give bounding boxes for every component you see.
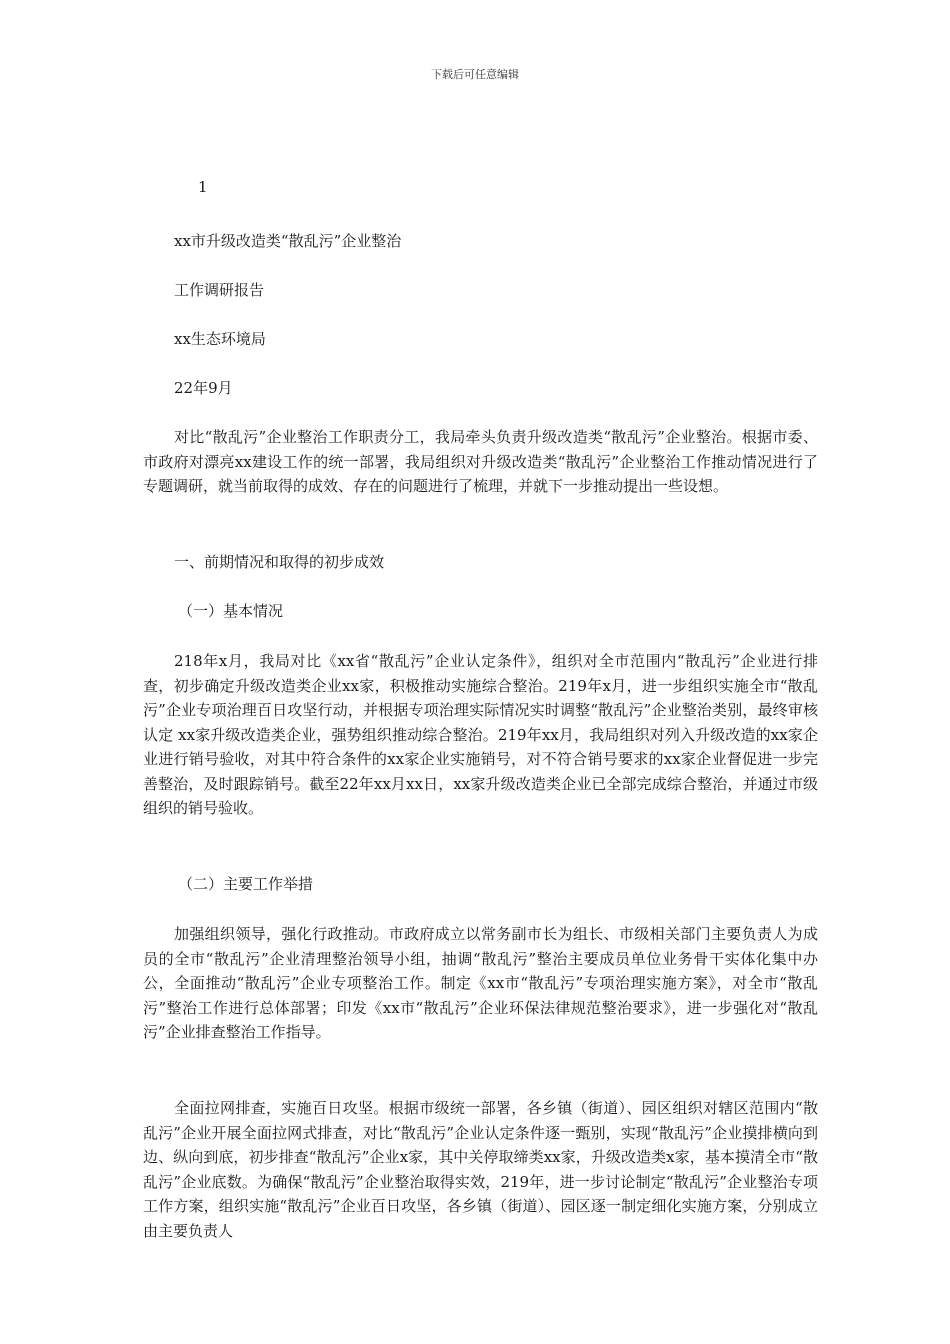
page-number: 1 bbox=[198, 178, 208, 196]
report-title-line1: xx市升级改造类“散乱污”企业整治 bbox=[174, 232, 402, 250]
header-note: 下载后可任意编辑 bbox=[431, 68, 519, 81]
intro-paragraph: 对比“散乱污”企业整治工作职责分工，我局牵头负责升级改造类“散乱污”企业整治。根据市委、市政府对漂亮xx建设工作的统一部署，我局组织对升级改造类“散乱污”企业整治工作推动情况进行了专题调研，就当前取得的成效、存在的问题进行了梳理，并就下一步推动提出一些设想。 bbox=[143, 428, 818, 495]
report-date: 22年9月 bbox=[174, 379, 233, 397]
measures-paragraph-1: 加强组织领导，强化行政推动。市政府成立以常务副市长为组长、市级相关部门主要负责人为成员的全市“散乱污”企业清理整治领导小组，抽调“散乱污”整治主要成员单位业务骨干实体化集中办公，全面推动“散乱污”企业专项整治工作。制定《xx市“散乱污”专项治理实施方案》，对全市“散乱污”整治工作进行总体部署；印发《xx市“散乱污”企业环保法律规范整治要求》，进一步强化对“散乱污”企业排查整治工作指导。 bbox=[143, 925, 818, 1041]
report-title-line2: 工作调研报告 bbox=[174, 281, 265, 299]
subsection-heading-2: （二）主要工作举措 bbox=[178, 875, 314, 893]
report-author: xx生态环境局 bbox=[174, 330, 266, 348]
basic-situation-paragraph: 218年x月，我局对比《xx省“散乱污”企业认定条件》，组织对全市范围内“散乱污”企业进行排查，初步确定升级改造类企业xx家，积极推动实施综合整治。219年x月，进一步组织实施全市“散乱污”企业专项治理百日攻坚行动，并根据专项治理实际情况实时调整“散乱污”企业整治类别，最终审核认定 xx家升级改造类企业，强势组织推动综合整治。219年xx月，我局组织对列入升级改造的xx家企业进行销号验收，对其中符合条件的xx家企业实施销号，对不符合销号要求的xx家企业督促进一步完善整治，及时跟踪销号。截至22年xx月xx日，xx家升级改造类企业已全部完成综合整治，并通过市级组织的销号验收。 bbox=[143, 652, 818, 817]
section-heading-1: 一、前期情况和取得的初步成效 bbox=[174, 553, 385, 571]
subsection-heading-1: （一）基本情况 bbox=[178, 602, 284, 620]
measures-paragraph-2: 全面拉网排查，实施百日攻坚。根据市级统一部署，各乡镇（街道）、园区组织对辖区范围内“散乱污”企业开展全面拉网式排查，对比“散乱污”企业认定条件逐一甄别，实现“散乱污”企业摸排横向到边、纵向到底，初步排查“散乱污”企业x家，其中关停取缔类xx家，升级改造类x家，基本摸清全市“散乱污”企业底数。为确保“散乱污”企业整治取得实效，219年，进一步讨论制定“散乱污”企业整治专项工作方案，组织实施“散乱污”企业百日攻坚，各乡镇（街道）、园区逐一制定细化实施方案，分别成立由主要负责人 bbox=[143, 1099, 818, 1240]
